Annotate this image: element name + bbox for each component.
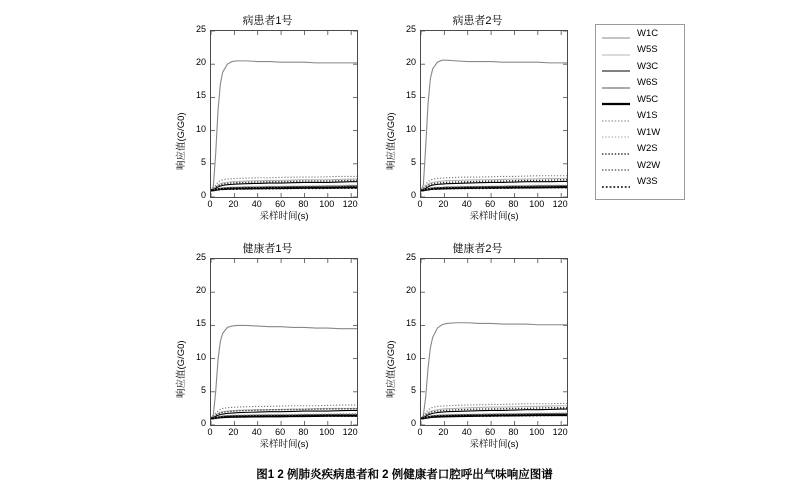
chart-panel-patient-1 (175, 15, 360, 222)
y-tick-label: 20 (405, 285, 416, 296)
x-tick-label: 120 (552, 427, 568, 437)
x-tick-label: 0 (207, 199, 213, 209)
legend-item-W2S[interactable] (596, 141, 684, 158)
legend-item-W3C[interactable] (596, 58, 684, 75)
legend-label: W1W (637, 126, 661, 138)
legend-label: W2W (637, 159, 661, 171)
x-tick-label: 40 (461, 427, 472, 437)
y-tick-label: 0 (200, 418, 206, 428)
legend-label: W6S (637, 77, 658, 88)
series-line-W1C (421, 60, 567, 190)
series-line-W1C (211, 61, 357, 190)
legend-label: W3C (637, 60, 659, 72)
panel-title-patient-1: 病患者1号 (242, 15, 293, 27)
x-tick-label: 0 (207, 427, 213, 437)
y-tick-label: 20 (195, 285, 206, 296)
legend-label: W3S (637, 176, 658, 187)
x-tick-label: 20 (228, 199, 239, 209)
y-tick-label: 25 (405, 24, 416, 34)
plot-area-patient-1 (210, 30, 358, 198)
x-tick-label: 100 (529, 427, 545, 437)
legend-item-W6S[interactable] (596, 75, 684, 92)
legend-item-W2W[interactable] (596, 157, 684, 174)
series-line-W1C (421, 323, 567, 419)
legend-label: W5S (637, 44, 658, 55)
legend-item-W1C[interactable] (596, 25, 684, 42)
y-tick-label: 10 (405, 351, 416, 362)
y-tick-label: 25 (195, 252, 206, 262)
y-tick-label: 0 (200, 190, 206, 200)
x-tick-label: 80 (298, 199, 309, 209)
chart-panel-healthy-1 (175, 243, 360, 450)
panel-title-healthy-1: 健康者1号 (242, 243, 293, 255)
x-tick-label: 120 (342, 427, 358, 437)
x-tick-label: 120 (342, 199, 358, 209)
x-tick-label: 20 (438, 199, 449, 209)
y-tick-label: 25 (405, 252, 416, 262)
y-tick-label: 5 (200, 156, 206, 167)
x-tick-label: 80 (508, 199, 519, 209)
x-tick-label: 60 (485, 199, 496, 209)
x-tick-label: 80 (508, 427, 519, 437)
y-tick-label: 20 (195, 57, 206, 68)
series-canvas (421, 31, 567, 197)
x-tick-label: 120 (552, 199, 568, 209)
legend-item-W3S[interactable] (596, 174, 684, 191)
series-canvas (211, 259, 357, 425)
x-tick-label: 60 (275, 199, 286, 209)
legend-label: W2S (637, 143, 658, 154)
chart-panel-healthy-2 (385, 243, 570, 450)
y-tick-label: 10 (405, 123, 416, 134)
legend-item-W1S[interactable] (596, 108, 684, 125)
plot-area-healthy-1 (210, 258, 358, 426)
x-tick-label: 40 (251, 427, 262, 437)
x-tick-label: 60 (275, 427, 286, 437)
y-tick-label: 0 (410, 190, 416, 200)
y-axis-label-healthy-1: 响应值(G/G0) (176, 340, 187, 398)
legend-item-W1W[interactable] (596, 124, 684, 141)
panel-title-patient-2: 病患者2号 (452, 15, 503, 27)
legend-label: W1C (637, 27, 659, 39)
legend-label: W1S (637, 110, 658, 121)
x-tick-label: 100 (319, 199, 335, 209)
y-axis-label-patient-1: 响应值(G/G0) (176, 112, 187, 170)
legend (595, 24, 685, 200)
series-canvas (211, 31, 357, 197)
y-axis-label-patient-2: 响应值(G/G0) (386, 112, 397, 170)
x-tick-label: 20 (228, 427, 239, 437)
x-tick-label: 100 (529, 199, 545, 209)
y-tick-label: 15 (195, 318, 206, 329)
y-tick-label: 15 (405, 90, 416, 101)
x-tick-label: 100 (319, 427, 335, 437)
chart-panel-patient-2 (385, 15, 570, 222)
y-axis-label-healthy-2: 响应值(G/G0) (386, 340, 397, 398)
plot-area-patient-2 (420, 30, 568, 198)
y-tick-label: 25 (195, 24, 206, 34)
x-tick-label: 40 (461, 199, 472, 209)
y-tick-label: 10 (195, 123, 206, 134)
x-tick-label: 40 (251, 199, 262, 209)
y-tick-label: 15 (195, 90, 206, 101)
y-tick-label: 15 (405, 318, 416, 329)
x-axis-label-healthy-2: 采样时间(s) (469, 439, 519, 450)
legend-label: W5C (637, 93, 659, 105)
y-tick-label: 20 (405, 57, 416, 68)
x-tick-label: 0 (417, 199, 423, 209)
legend-item-W5S[interactable] (596, 42, 684, 59)
x-axis-label-healthy-1: 采样时间(s) (259, 439, 309, 450)
series-canvas (421, 259, 567, 425)
figure-caption: 图1 2 例肺炎疾病患者和 2 例健康者口腔呼出气味响应图谱 (256, 469, 553, 481)
x-tick-label: 0 (417, 427, 423, 437)
x-axis-label-patient-2: 采样时间(s) (469, 211, 519, 222)
x-tick-label: 80 (298, 427, 309, 437)
x-axis-label-patient-1: 采样时间(s) (259, 211, 309, 222)
x-tick-label: 20 (438, 427, 449, 437)
series-line-W1C (211, 325, 357, 418)
plot-area-healthy-2 (420, 258, 568, 426)
y-tick-label: 5 (410, 384, 416, 395)
x-tick-label: 60 (485, 427, 496, 437)
y-tick-label: 5 (410, 156, 416, 167)
legend-item-W5C[interactable] (596, 91, 684, 108)
y-tick-label: 0 (410, 418, 416, 428)
y-tick-label: 5 (200, 384, 206, 395)
y-tick-label: 10 (195, 351, 206, 362)
panel-title-healthy-2: 健康者2号 (452, 243, 503, 255)
